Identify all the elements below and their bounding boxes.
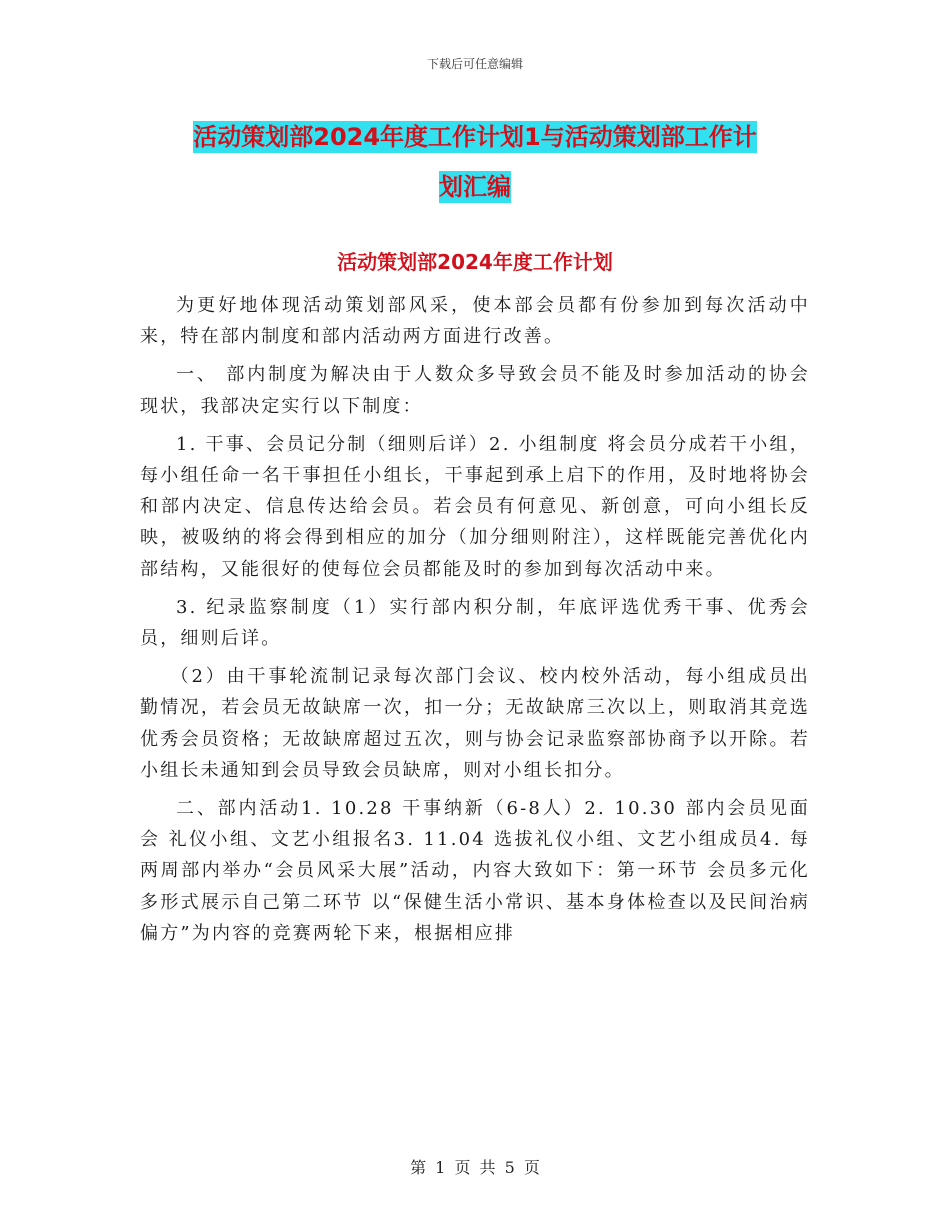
page-footer: 第 1 页 共 5 页 (410, 1158, 540, 1177)
document-title-line-1: 活动策划部2024年度工作计划1与活动策划部工作计 (193, 123, 757, 151)
paragraph-section-two: 二、部内活动1. 10.28 干事纳新（6-8人）2. 10.30 部内会员见面会 礼仪小组、文艺小组报名3. 11.04 选拔礼仪小组、文艺小组成员4. 每两周部内举办“会员风采大展”活动，内容大致如下：第一环节 会员多元化 多形式展示自己第二环节 以“保健生活小常识、基本身体检查以及民间治病偏方”为内容的竞赛两轮下来，根据相应排 (140, 798, 810, 944)
document-title (140, 112, 810, 212)
section-title: 活动策划部2024年度工作计划 (337, 250, 613, 274)
paragraph-section-one: 一、 部内制度为解决由于人数众多导致会员不能及时参加活动的协会现状，我部决定实行以下制度： (140, 364, 810, 417)
header-note: 下载后可任意编辑 (426, 57, 523, 71)
paragraph-intro: 为更好地体现活动策划部风采，使本部会员都有份参加到每次活动中来，特在部内制度和部内活动两方面进行改善。 (140, 295, 810, 348)
document-title-line-2: 划汇编 (439, 173, 511, 201)
paragraph-scoring-and-groups: 1. 干事、会员记分制（细则后详）2. 小组制度 将会员分成若干小组，每小组任命一名干事担任小组长，干事起到承上启下的作用，及时地将协会和部内决定、信息传达给会员。若会员有何意见、新创意，可向小组长反映，被吸纳的将会得到相应的加分（加分细则附注），这样既能完善优化内部结构，又能很好的使每位会员都能及时的参加到每次活动中来。 (140, 433, 810, 580)
document-body (140, 290, 810, 956)
paragraph-attendance: （2）由干事轮流制记录每次部门会议、校内校外活动，每小组成员出勤情况，若会员无故缺席一次，扣一分；无故缺席三次以上，则取消其竞选优秀会员资格；无故缺席超过五次，则与协会记录监察部协商予以开除。若小组长未通知到会员导致会员缺席，则对小组长扣分。 (140, 666, 810, 781)
paragraph-supervision: 3. 纪录监察制度（1）实行部内积分制，年底评选优秀干事、优秀会员，细则后详。 (140, 596, 810, 650)
